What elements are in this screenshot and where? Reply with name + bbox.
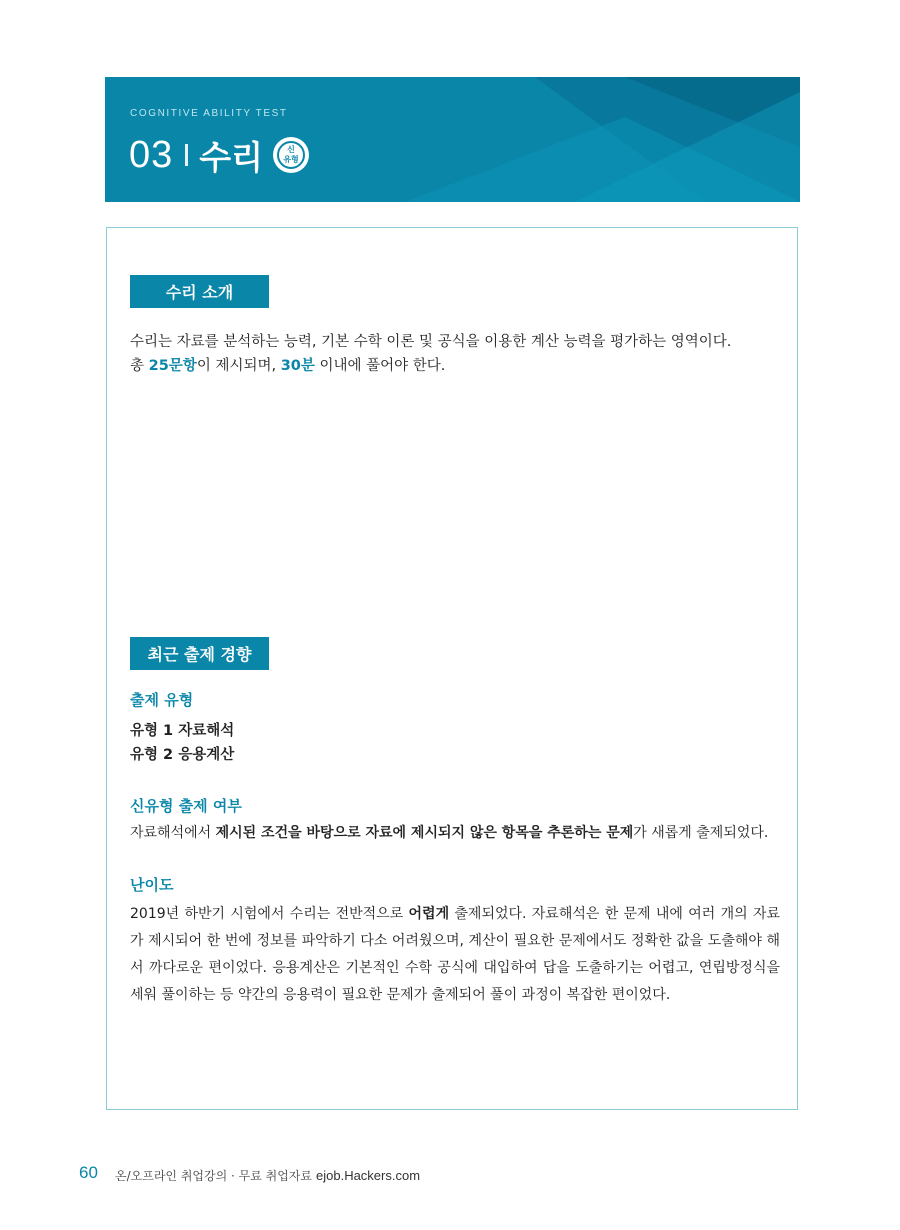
footer-site-link[interactable]: ejob.Hackers.com [316,1168,421,1183]
difficulty-post: 출제되었다. 자료해석은 한 문제 내에 여러 개의 자료가 제시되어 한 번에 정보를 파악하기 다소 어려웠으며, 계산이 필요한 문제에서도 정확한 값을 도출해야 해서 까다로운 편이었다. 응용계산은 기본적인 수학 공식에 대입하여 답을 도출하기는 어렵고, 연립방정식을 세워 풀이하는 등 약간의 응용력이 필요한 문제가 출제되어 풀이 과정이 복잡한 편이었다. [130,906,780,1003]
difficulty-heading: 난이도 [130,876,174,894]
section-tag-intro: 수리 소개 [130,275,269,308]
banner-title-row [129,133,309,177]
footer-label: 온/오프라인 취업강의 · 무료 취업자료 [115,1169,312,1183]
question-count: 25문항 [148,358,197,374]
difficulty-pre: 2019년 하반기 시험에서 수리는 전반적으로 [130,906,409,922]
new-type-text [130,821,768,845]
new-type-seal-icon [273,137,309,173]
type-item-2: 유형 2 응용계산 [130,747,235,763]
page-number: 60 [79,1163,98,1182]
banner-subtitle: COGNITIVE ABILITY TEST [130,108,288,119]
new-type-post: 가 새롭게 출제되었다. [633,825,769,841]
new-type-pre: 자료해석에서 [130,825,216,841]
intro-line-2-post: 이내에 풀어야 한다. [314,358,446,374]
difficulty-text [130,901,780,1009]
new-type-heading: 신유형 출제 여부 [130,797,242,815]
intro-line-1: 수리는 자료를 분석하는 능력, 기본 수학 이론 및 공식을 이용한 계산 능력을 평가하는 영역이다. [130,334,732,350]
type-heading: 출제 유형 [130,691,194,709]
intro-line-2 [130,354,445,378]
seal-bottom-text: 유형 [283,155,299,164]
title-divider [185,144,188,166]
seal-top-text: 신 [287,145,295,154]
section-tag-trend: 최근 출제 경향 [130,637,269,670]
footer-text [115,1167,420,1184]
intro-line-2-mid: 이 제시되며, [196,358,281,374]
new-type-bold: 제시된 조건을 바탕으로 자료에 제시되지 않은 항목을 추론하는 문제 [215,825,634,841]
chapter-title: 수리 [199,137,264,177]
intro-line-2-pre: 총 [130,358,149,374]
chapter-banner [105,77,800,202]
type-item-1: 유형 1 자료해석 [130,723,235,739]
difficulty-bold: 어렵게 [408,906,450,922]
time-limit: 30분 [280,358,315,374]
chapter-number: 03 [129,133,174,176]
